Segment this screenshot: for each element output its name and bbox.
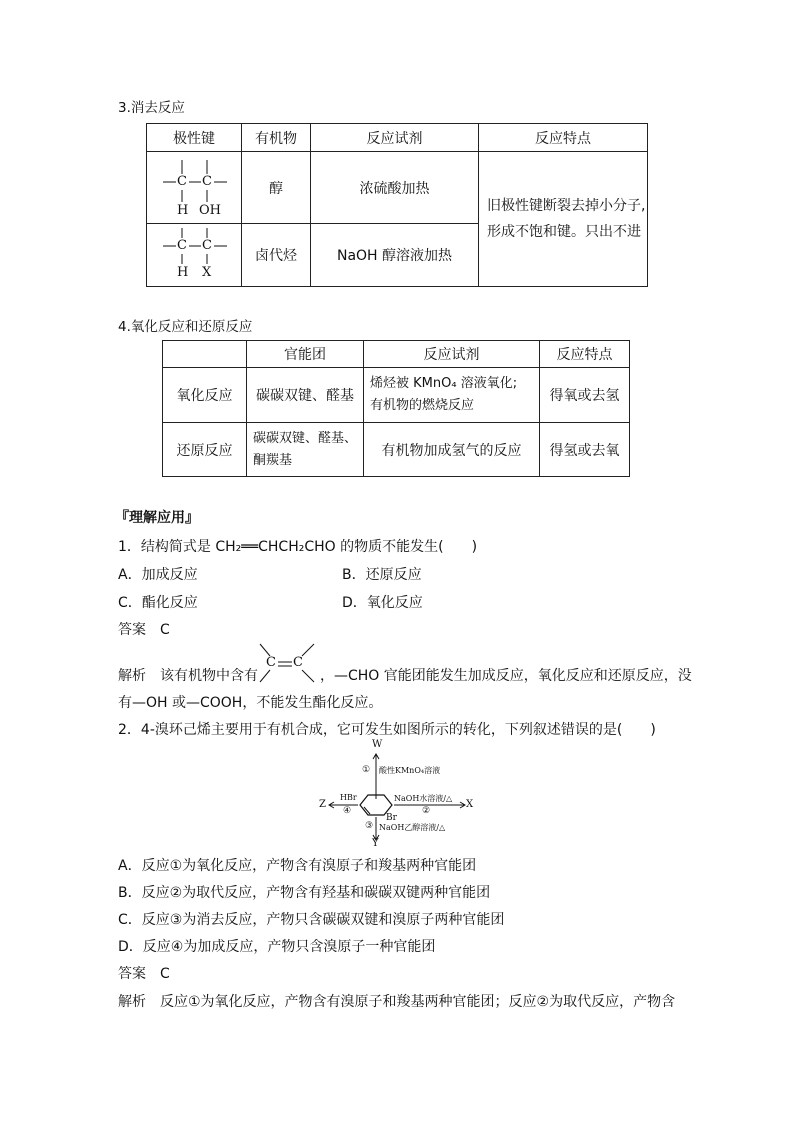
product-w: W: [372, 739, 383, 750]
q2-option-a: A．反应①为氧化反应，产物含有溴原子和羧基两种官能团: [118, 858, 477, 874]
q1-analysis-line2: 有—OH 或—COOH，不能发生酯化反应。: [118, 695, 383, 711]
alcohol-structure: [147, 156, 241, 220]
reagent-line: 烯烃被 KMnO₄ 溶液氧化;: [370, 376, 518, 391]
reaction-name-cell: 氧化反应: [163, 368, 247, 423]
step-3: ③: [365, 821, 374, 831]
group-cell: 碳碳双键、醛基: [247, 368, 364, 423]
product-y: Y: [372, 838, 379, 849]
group-cell: [247, 423, 364, 477]
feature-line: 形成不饱和键。只出不进: [487, 224, 641, 240]
atom-label: C: [293, 655, 303, 670]
group-line: 酮羰基: [253, 452, 293, 468]
table-header: 官能团: [247, 341, 364, 368]
q1-option-d: D．氧化反应: [342, 595, 423, 611]
q1-option-a: A．加成反应: [118, 567, 198, 583]
organic-cell: 卤代烃: [242, 224, 311, 287]
reagent-2: NaOH水溶液/△: [394, 794, 453, 803]
bracket-open: 『: [115, 510, 129, 526]
reaction-name-cell: 还原反应: [163, 423, 247, 477]
practice-heading: 『理解应用』: [115, 510, 199, 526]
reagent-1: 酸性KMnO₄溶液: [379, 766, 441, 775]
atom-label: H: [177, 265, 189, 280]
table-header: 有机物: [242, 124, 311, 152]
q1-analysis-line1b: ，—CHO 官能团能发生加成反应，氧化反应和还原反应，没: [320, 668, 692, 684]
q2-answer: 答案 C: [118, 966, 170, 982]
atom-label: C: [202, 173, 212, 189]
table-header: 反应试剂: [311, 124, 479, 152]
q1-stem: 1．结构简式是 CH₂══CHCH₂CHO 的物质不能发生( ): [118, 539, 478, 555]
reagent-4: HBr: [340, 793, 357, 802]
section-title-redox: 4.氧化反应和还原反应: [118, 319, 253, 335]
feature-line: 旧极性键断裂去掉小分子,: [487, 198, 646, 214]
q1-option-c: C．酯化反应: [118, 595, 198, 611]
product-x: X: [466, 799, 474, 810]
product-z: Z: [319, 799, 326, 810]
struct-cell: [147, 152, 242, 224]
elimination-table: [146, 123, 648, 287]
atom-label: C: [202, 238, 212, 253]
feature-cell: 得氧或去氢: [540, 368, 630, 423]
q1-option-b: B．还原反应: [342, 567, 422, 583]
bromo-label: Br: [386, 813, 397, 823]
atom-label: X: [202, 265, 212, 280]
table-header: [163, 341, 247, 368]
haloalkane-structure: [147, 226, 241, 284]
reaction-scheme: [318, 739, 478, 849]
atom-label: OH: [199, 202, 221, 218]
bond-lines: [147, 226, 241, 284]
q2-option-d: D．反应④为加成反应，产物只含溴原子一种官能团: [118, 939, 436, 955]
redox-table: [162, 340, 630, 477]
reagent-cell: NaOH 醇溶液加热: [311, 224, 479, 287]
table-header: 反应特点: [479, 124, 648, 152]
q2-analysis: 解析 反应①为氧化反应，产物含有溴原子和羧基两种官能团；反应②为取代反应，产物含: [118, 994, 676, 1010]
atom-label: C: [266, 655, 276, 670]
bond-lines: [147, 156, 241, 220]
struct-cell: [147, 224, 242, 287]
q2-option-b: B．反应②为取代反应，产物含有羟基和碳碳双键两种官能团: [118, 885, 491, 901]
table-header: 极性键: [147, 124, 242, 152]
reagent-line: 有机物的燃烧反应: [370, 398, 475, 413]
feature-cell: [479, 152, 648, 287]
organic-cell: 醇: [242, 152, 311, 224]
table-header: 反应试剂: [364, 341, 540, 368]
reagent-3: NaOH乙醇溶液/△: [379, 823, 446, 832]
atom-label: C: [177, 173, 187, 189]
feature-cell: 得氢或去氧: [540, 423, 630, 477]
group-line: 碳碳双键、醛基、: [253, 430, 358, 446]
q2-option-c: C．反应③为消去反应，产物只含碳碳双键和溴原子两种官能团: [118, 912, 505, 928]
section-title-elimination: 3.消去反应: [118, 100, 185, 116]
atom-label: H: [177, 202, 189, 218]
step-2: ②: [422, 806, 431, 816]
table-header: 反应特点: [540, 341, 630, 368]
q1-answer: 答案 C: [118, 622, 170, 638]
atom-label: C: [177, 238, 187, 253]
bracket-close: 』: [185, 510, 199, 526]
reagent-cell: [364, 368, 540, 423]
q1-analysis-line1: 解析 该有机物中含有: [118, 668, 258, 684]
q2-stem: 2．4-溴环己烯主要用于有机合成，它可发生如图所示的转化，下列叙述错误的是( ): [118, 722, 656, 738]
step-1: ①: [362, 765, 371, 775]
reagent-cell: 有机物加成氢气的反应: [364, 423, 540, 477]
reagent-cell: 浓硫酸加热: [311, 152, 479, 224]
step-4: ④: [343, 806, 352, 816]
